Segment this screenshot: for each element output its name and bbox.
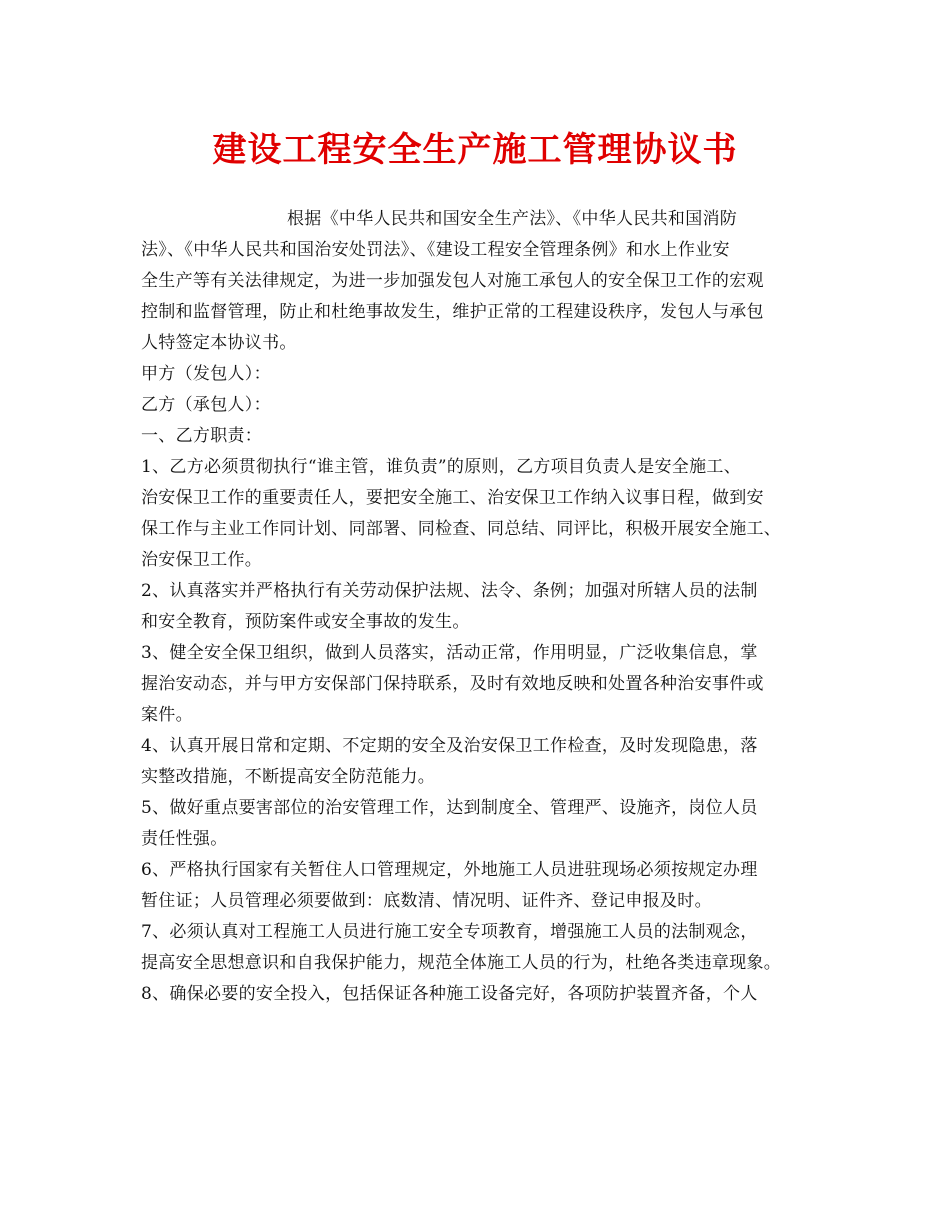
body-line: 7、必须认真对工程施工人员进行施工安全专项教育，增强施工人员的法制观念， <box>141 922 758 942</box>
body-line: 2、认真落实并严格执行有关劳动保护法规、法令、条例；加强对所辖人员的法制 <box>141 581 758 601</box>
body-line: 5、做好重点要害部位的治安管理工作，达到制度全、管理严、设施齐，岗位人员 <box>141 798 758 818</box>
body-line: 保工作与主业工作同计划、同部署、同检查、同总结、同评比，积极开展安全施工、 <box>141 519 782 539</box>
body-line: 1、乙方必须贯彻执行“谁主管，谁负责”的原则，乙方项目负责人是安全施工、 <box>141 457 741 477</box>
section-heading: 一、乙方职责： <box>141 426 263 446</box>
body-line: 控制和监督管理，防止和杜绝事故发生，维护正常的工程建设秩序，发包人与承包 <box>141 302 764 322</box>
party-a-line: 甲方（发包人）： <box>141 364 271 384</box>
body-line: 3、健全安全保卫组织，做到人员落实，活动正常，作用明显，广泛收集信息，掌 <box>141 643 758 663</box>
body-line: 8、确保必要的安全投入，包括保证各种施工设备完好，各项防护装置齐备，个人 <box>141 984 758 1004</box>
body-line: 握治安动态，并与甲方安保部门保持联系，及时有效地反映和处置各种治安事件或 <box>141 674 764 694</box>
body-line: 4、认真开展日常和定期、不定期的安全及治安保卫工作检查，及时发现隐患，落 <box>141 736 758 756</box>
body-line: 实整改措施，不断提高安全防范能力。 <box>141 767 436 787</box>
body-line: 全生产等有关法律规定，为进一步加强发包人对施工承包人的安全保卫工作的宏观 <box>141 271 764 291</box>
body-line: 治安保卫工作的重要责任人，要把安全施工、治安保卫工作纳入议事日程，做到安 <box>141 488 764 508</box>
body-line: 提高安全思想意识和自我保护能力，规范全体施工人员的行为，杜绝各类违章现象。 <box>141 953 782 973</box>
party-b-line: 乙方（承包人）： <box>141 395 271 415</box>
body-line: 治安保卫工作。 <box>141 550 263 570</box>
document-body <box>141 204 831 1010</box>
body-line: 和安全教育，预防案件或安全事故的发生。 <box>141 612 470 632</box>
body-line: 暂住证；人员管理必须要做到：底数清、情况明、证件齐、登记申报及时。 <box>141 891 712 911</box>
body-line: 人特签定本协议书。 <box>141 333 297 353</box>
body-line: 案件。 <box>141 705 193 725</box>
body-line: 责任性强。 <box>141 829 228 849</box>
body-line: 6、严格执行国家有关暂住人口管理规定，外地施工人员进驻现场必须按规定办理 <box>141 860 758 880</box>
body-line: 根据《中华人民共和国安全生产法》、《中华人民共和国消防 <box>287 209 738 229</box>
body-line: 法》、《中华人民共和国治安处罚法》、《建设工程安全管理条例》和水上作业安 <box>141 240 730 260</box>
document-title: 建设工程安全生产施工管理协议书 <box>212 130 738 170</box>
